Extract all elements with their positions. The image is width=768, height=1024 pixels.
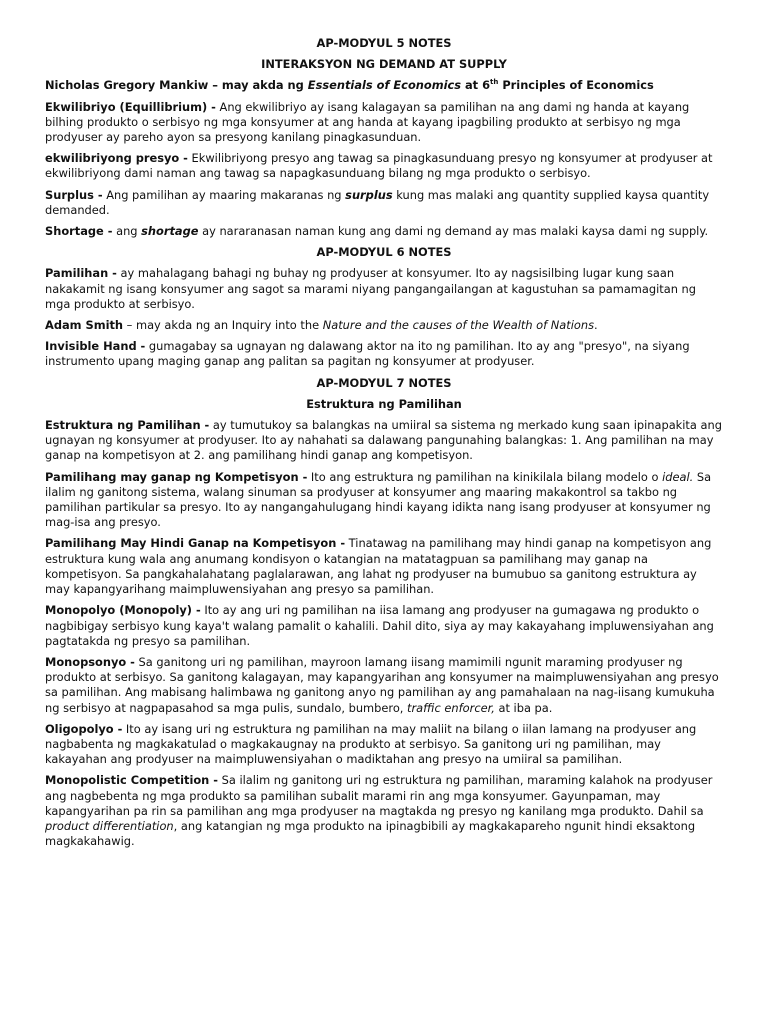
- definition-text: .: [594, 318, 598, 333]
- definition-text: Ito ay isang uri ng estruktura ng pamilihan na may maliit na bilang o iilan lamang na prodyuser ang nagbabenta ng magkakatulad o magkakaugnay na produkto at serbisyo. Sa ganitong uri ng pamilihan, may kakayahan ang prodyuser na maimpluwensiyahan o madiktahan ang presyo na umiiral sa pamilihan.: [45, 721, 697, 767]
- definition-shortage: [45, 224, 723, 239]
- definition-hindi-ganap-na-kompetisyon: [45, 536, 723, 597]
- definition-text: Ito ang estruktura ng pamilihan na kinikilala bilang modelo o: [307, 469, 663, 484]
- term-ekwilibriyo: Ekwilibriyo (Equillibrium) -: [45, 99, 216, 114]
- definition-text: Tinatawag na pamilihang may hindi ganap na kompetisyon ang estruktura kung wala ang anumang kondisyon o katangian na matatagpuan sa pamilihang may ganap na kompetisyon. Sa pangkahalahatang paglalarawan, ang lahat ng prodyuser na bumubuo sa ganitong estruktura ay may kapangyarihang maimpluwensiyahan ang presyo sa pamilihan.: [45, 536, 712, 597]
- definition-ekwilibriyong-presyo: [45, 151, 723, 181]
- definition-monopolyo: [45, 603, 723, 649]
- emphasis-wealth-of-nations: Nature and the causes of the Wealth of Nations: [322, 318, 595, 333]
- definition-text: ay tumutukoy sa balangkas na umiiral sa sistema ng merkado kung saan ipinapakita ang ugnayan ng konsyumer at prodyuser. Ito ay nahahati sa dalawang pangunahing balangkas: 1. Ang pamilihan na may ganap na kompetisyon at 2. ang pamilihang hindi ganap ang kompetisyon.: [45, 418, 722, 463]
- definition-text: Sa ilalim ng ganitong sistema, walang sinuman sa prodyuser at konsyumer ang maaring makakontrol sa takbo ng pamilihan partikular sa presyo. Ito ay nangangahulugang hindi kayang idikta nang isang prodyuser at konsyumer ng mag-isa ang presyo.: [45, 469, 712, 530]
- definition-monopolistic-competition: [45, 773, 723, 849]
- mankiw-principles: Principles of Economics: [498, 78, 654, 93]
- definition-text: , ang katangian ng mga produkto na ipinagbibili ay magkakapareho ngunit hindi eksaktong magkakahawig.: [45, 818, 696, 849]
- definition-text: at iba pa.: [494, 700, 553, 715]
- definition-text: – may akda ng an Inquiry into the: [123, 318, 323, 333]
- definition-estruktura: [45, 418, 723, 464]
- term-adam-smith: Adam Smith: [45, 318, 124, 333]
- definition-text: Sa ganitong uri ng pamilihan, mayroon lamang iisang mamimili ngunit maraming prodyuser ng produkto at serbisyo. Sa ganitong kalagayan, may kapangyarihan ang konsyumer na maimpluwensiyahan ang presyo sa pamilihan. Ang mabisang halimbawa ng ganitong anyo ng pamilihan ay ang pamahalaan na nag-iisang kumukuha ng serbisyo at nagpapasahod sa mga pulis, sundalo, bumbero,: [45, 654, 719, 715]
- mankiw-edition: at 6: [461, 78, 491, 93]
- heading-demand-supply: INTERAKSYON NG DEMAND AT SUPPLY: [261, 57, 507, 72]
- definition-ekwilibriyo: [45, 100, 723, 146]
- emphasis-ideal: ideal.: [662, 469, 694, 484]
- term-monopolyo: Monopolyo (Monopoly) -: [45, 603, 201, 618]
- emphasis-surplus: surplus: [345, 187, 393, 202]
- definition-text: Ekwilibriyong presyo ang tawag sa pinagkasunduang presyo ng konsyumer at prodyuser at ekwilibriyong dami naman ang tawag sa napagkasunduang bilang ng mga produkto o serbisyo.: [45, 151, 713, 181]
- mankiw-line: [45, 78, 723, 93]
- term-ekwilibriyong-presyo: ekwilibriyong presyo -: [45, 151, 188, 166]
- definition-pamilihan: [45, 266, 723, 312]
- mankiw-book-title: Essentials of Economics: [307, 78, 462, 93]
- definition-ganap-na-kompetisyon: [45, 470, 723, 531]
- definition-text: ay mahalagang bahagi ng buhay ng prodyuser at konsyumer. Ito ay nagsisilbing lugar kung saan nakakamit ng isang konsyumer ang sagot sa marami niyang pangangailangan at kagustuhan sa pamamagitan ng mga produkto at serbisyo.: [45, 266, 697, 311]
- emphasis-shortage: shortage: [141, 224, 199, 239]
- definition-monopsonyo: [45, 655, 723, 716]
- definition-text: kung mas malaki ang quantity supplied kaysa quantity demanded.: [45, 187, 710, 217]
- definition-text: ang: [112, 224, 142, 239]
- definition-text: Sa ilalim ng ganitong uri ng estruktura ng pamilihan, maraming kalahok na prodyuser ang nagbebenta ng mga produkto sa pamilihan subalit marami rin ang mga konsyumer. Gayunpaman, may kapangyarihan pa rin sa pamilihan ang mga prodyuser na magtakda ng presyo ng kanilang mga produkto. Dahil sa: [45, 773, 713, 818]
- emphasis-traffic-enforcer: traffic enforcer,: [407, 700, 495, 715]
- heading-modyul-7-notes: AP-MODYUL 7 NOTES: [316, 375, 452, 390]
- term-surplus: Surplus -: [45, 187, 103, 202]
- term-pamilihan: Pamilihan -: [45, 266, 117, 281]
- emphasis-product-differentiation: product differentiation: [45, 818, 174, 833]
- term-monopolistic-competition: Monopolistic Competition -: [45, 773, 218, 788]
- definition-oligopolyo: [45, 722, 723, 768]
- term-shortage: Shortage -: [45, 224, 113, 239]
- definition-adam-smith: [45, 318, 723, 333]
- term-monopsonyo: Monopsonyo -: [45, 654, 135, 669]
- definition-invisible-hand: [45, 339, 723, 369]
- term-invisible-hand: Invisible Hand -: [45, 339, 146, 354]
- term-estruktura: Estruktura ng Pamilihan -: [45, 418, 210, 433]
- definition-text: Ito ay ang uri ng pamilihan na iisa lamang ang prodyuser na gumagawa ng produkto o nagbibigay serbisyo kung kaya't walang pamalit o kahalili. Dahil dito, siya ay may kakayahang impluwensiyahan ang pagtatakda ng presyo sa pamilihan.: [45, 603, 714, 648]
- definition-surplus: [45, 188, 723, 218]
- definition-text: gumagabay sa ugnayan ng dalawang aktor na ito ng pamilihan. Ito ay ang "presyo", na siyang instrumento upang maging ganap ang palitan sa pagitan ng konsyumer at prodyuser.: [45, 339, 690, 369]
- term-ganap-na-kompetisyon: Pamilihang may ganap ng Kompetisyon -: [45, 469, 308, 484]
- definition-text: ay nararanasan naman kung ang dami ng demand ay mas malaki kaysa dami ng supply.: [198, 224, 709, 239]
- term-oligopolyo: Oligopolyo -: [45, 721, 123, 736]
- heading-estruktura-ng-pamilihan: Estruktura ng Pamilihan: [306, 396, 462, 411]
- heading-modyul-5-notes: AP-MODYUL 5 NOTES: [316, 36, 452, 50]
- definition-text: Ang ekwilibriyo ay isang kalagayan sa pamilihan na ang dami ng handa at kayang bilhing produkto o serbisyo ng mga konsyumer at ang handa at kayang ipagbiling produkto at serbisyo ng mga prodyuser ay pareho ayon sa presyong kanilang pinagkasunduan.: [45, 99, 690, 145]
- mankiw-text: Nicholas Gregory Mankiw – may akda ng: [45, 78, 308, 93]
- definition-text: Ang pamilihan ay maaring makaranas ng: [102, 187, 346, 202]
- term-hindi-ganap-na-kompetisyon: Pamilihang May Hindi Ganap na Kompetisyon -: [45, 536, 346, 551]
- mankiw-edition-suffix: th: [490, 78, 499, 87]
- heading-modyul-6-notes: AP-MODYUL 6 NOTES: [316, 245, 452, 260]
